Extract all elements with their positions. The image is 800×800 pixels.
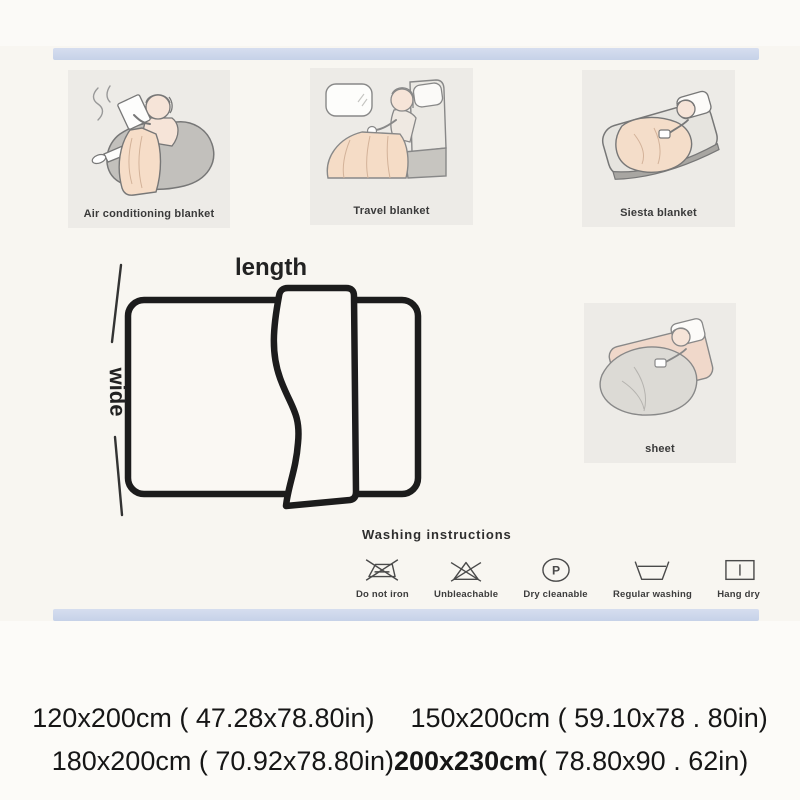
siesta-illustration [582, 70, 735, 206]
washing-item-regular-washing [613, 556, 692, 600]
panel-label-siesta: Siesta blanket [620, 207, 697, 219]
bottom-accent-bar [53, 609, 759, 621]
do-not-bleach-icon [446, 556, 486, 584]
washing-label: Hang dry [717, 589, 760, 600]
wash-tub-icon [630, 556, 674, 584]
size-option-200x230-inches: ( 78.80x90 . 62in) [538, 746, 749, 776]
washing-label: Unbleachable [434, 589, 499, 600]
washing-label: Dry cleanable [523, 589, 588, 600]
panel-label-travel: Travel blanket [353, 205, 430, 217]
panel-label-sheet: sheet [645, 443, 675, 455]
top-margin-strip [0, 0, 800, 46]
washing-item-unbleachable [434, 556, 498, 600]
size-option-200x230-bold: 200x230cm [393, 746, 539, 776]
dry-clean-icon [536, 556, 576, 584]
usage-panel-siesta [582, 70, 735, 227]
size-row-1 [0, 701, 800, 735]
dry-clean-letter: P [551, 563, 560, 578]
washing-item-hang-dry [717, 556, 760, 600]
panel-label-air-conditioning: Air conditioning blanket [83, 208, 215, 220]
size-diagram [100, 248, 430, 528]
size-option-180x200: 180x200cm ( 70.92x78.80in) [51, 746, 394, 776]
washing-label: Do not iron [356, 589, 409, 600]
size-row-2 [0, 744, 800, 778]
usage-panel-travel [310, 68, 473, 225]
air-conditioning-illustration [68, 70, 230, 208]
travel-illustration [310, 68, 473, 204]
size-option-150x200: 150x200cm ( 59.10x78 . 80in) [410, 703, 768, 733]
washing-item-do-not-iron [356, 556, 409, 600]
sheet-illustration [584, 303, 736, 443]
washing-label: Regular washing [612, 589, 692, 600]
wide-label: wide [104, 367, 131, 417]
do-not-iron-icon [362, 556, 402, 584]
size-option-120x200: 120x200cm ( 47.28x78.80in) [32, 703, 375, 733]
usage-panel-sheet [584, 303, 736, 463]
washing-instructions-title: Washing instructions [362, 527, 512, 542]
washing-icons-row [356, 556, 760, 600]
size-options [0, 701, 800, 778]
washing-item-dry-cleanable [523, 556, 587, 600]
usage-panel-air-conditioning [68, 70, 230, 228]
top-accent-bar [53, 48, 759, 60]
length-label: length [235, 254, 307, 281]
hang-dry-icon [719, 556, 759, 584]
